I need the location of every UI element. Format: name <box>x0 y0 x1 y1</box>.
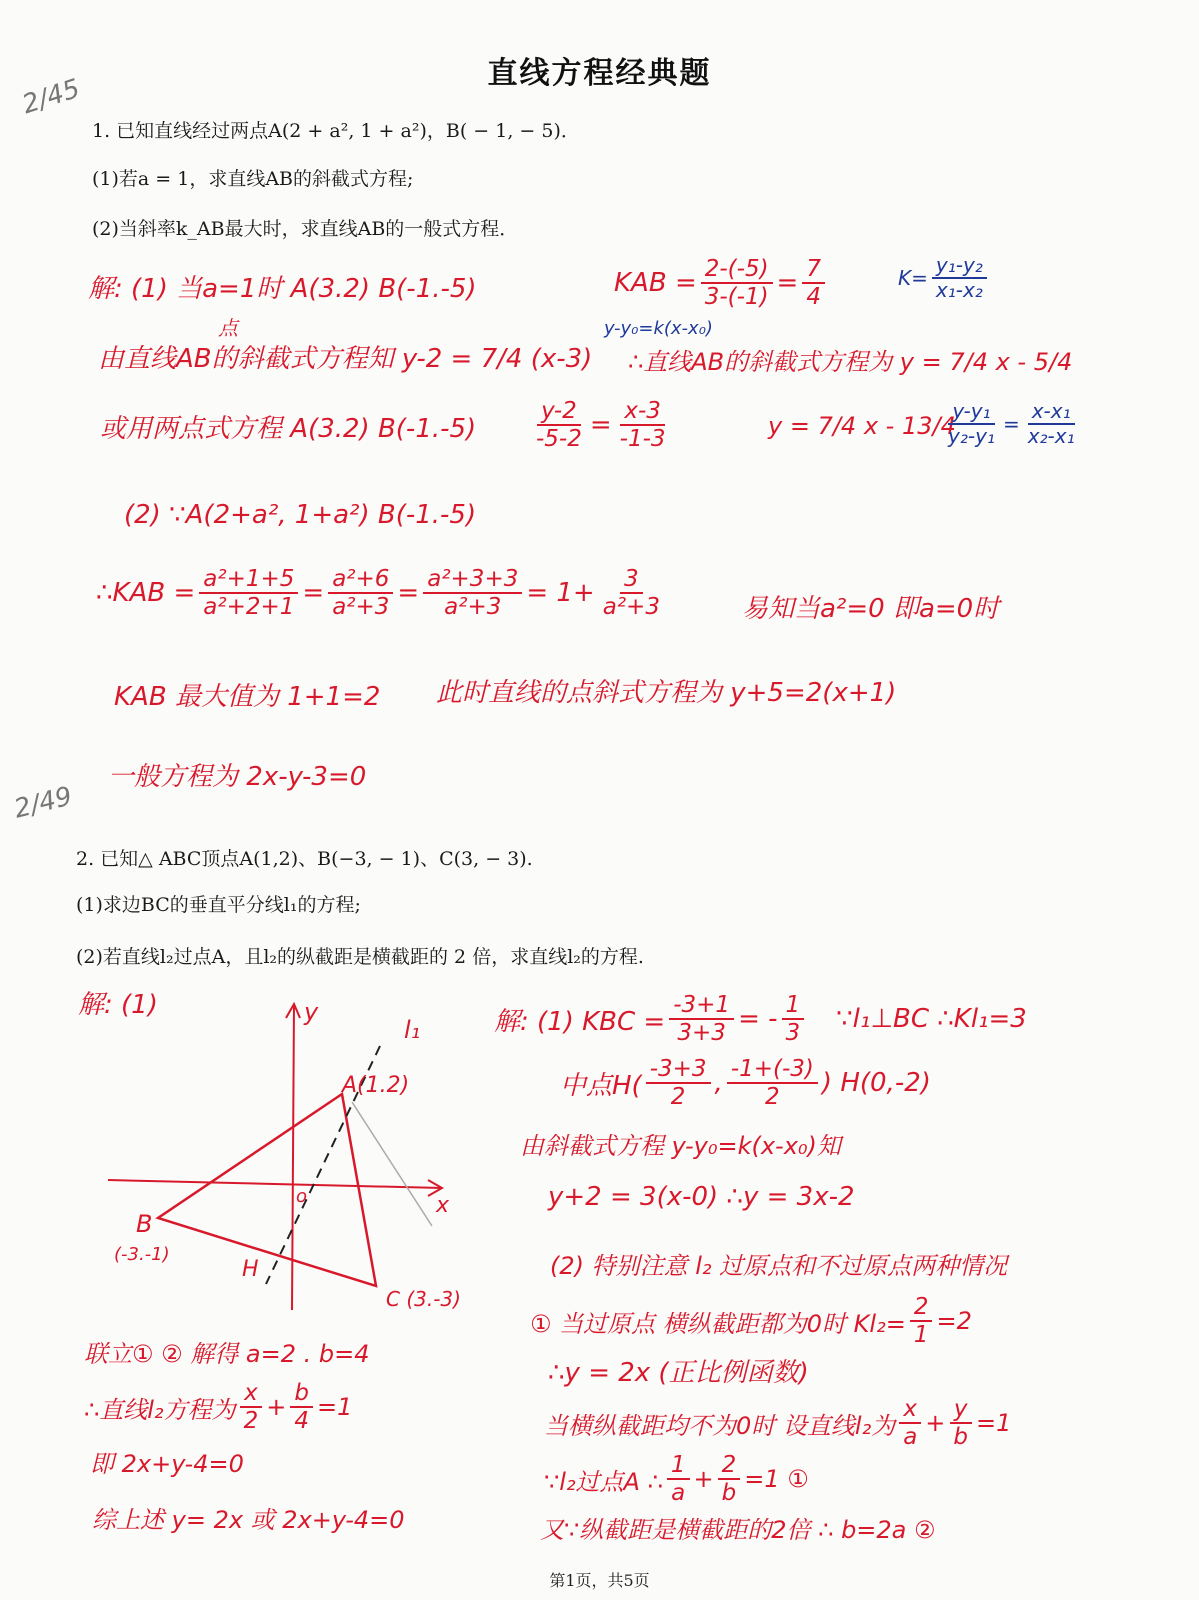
r2-f2-den: 2 <box>765 1084 780 1111</box>
q2-part2: (2)若直线l₂过点A，且l₂的纵截距是横截距的 2 倍，求直线l₂的方程. <box>76 946 644 968</box>
sol1-twopoint <box>528 398 674 453</box>
sol1-line2-right: ∴直线AB的斜截式方程为 y = 7/4 x - 5/4 <box>628 348 1073 376</box>
kab-num: 2-(-5) <box>701 256 773 284</box>
point-b-coord: (-3.-1) <box>114 1244 170 1265</box>
tp-f2-den: x₂-x₁ <box>1027 424 1075 448</box>
sol2-row6 <box>530 1294 972 1349</box>
sol1-line3-result: y = 7/4 x - 13/4 <box>768 412 956 440</box>
r8-f1-num: x <box>899 1396 921 1424</box>
sol1-line5-right: 易知当a²=0 即a=0时 <box>742 594 1000 624</box>
l3-frac2 <box>616 398 670 453</box>
r6-f-num: 2 <box>910 1294 933 1322</box>
lb2-f2-den: 4 <box>294 1408 309 1435</box>
sol2-row5: (2) 特别注意 l₂ 过原点和不过原点两种情况 <box>550 1252 1008 1280</box>
r2-f1-num: -3+3 <box>646 1056 711 1084</box>
l5-f3-num: a²+3+3 <box>423 566 522 594</box>
triangle-diagram <box>90 990 490 1320</box>
l5-eq3: = 1+ <box>526 578 595 609</box>
sol1-kab <box>614 256 829 311</box>
r8-frac1 <box>899 1396 921 1451</box>
tp-f2-num: x-x₁ <box>1028 400 1075 425</box>
y-axis <box>292 1004 294 1310</box>
point-c-label: C (3.-3) <box>386 1287 461 1311</box>
l5-f3-den: a²+3 <box>444 594 502 621</box>
r8-f2-den: b <box>953 1424 969 1451</box>
r8-start: 当横纵截距均不为0时 设直线l₂为 <box>544 1411 896 1440</box>
r6-end: =2 <box>936 1307 972 1336</box>
l5-label: ∴KAB = <box>96 578 196 609</box>
page-title: 直线方程经典题 <box>487 56 712 91</box>
l5-frac4 <box>599 566 664 621</box>
left-bottom-line2 <box>84 1380 352 1435</box>
sol1-line7: 一般方程为 2x-y-3=0 <box>108 762 367 792</box>
l5-eq2: = <box>397 578 420 609</box>
r1-frac2 <box>782 992 805 1047</box>
r9-frac1 <box>667 1452 690 1507</box>
r8-f1-den: a <box>903 1424 918 1451</box>
r6-start: ① 当过原点 横纵截距都为0时 Kl₂= <box>530 1309 906 1338</box>
sol1-line2: 由直线AB的斜截式方程知 y-2 = 7/4 (x-3) <box>98 344 593 374</box>
r2-start: 中点H( <box>560 1070 642 1101</box>
l3-f1-num: y-2 <box>537 398 581 426</box>
slope-formula <box>898 254 991 302</box>
sol2-row8 <box>544 1396 1011 1451</box>
sol2-row10: 又∵纵截距是横截距的2倍 ∴ b=2a ② <box>540 1516 936 1544</box>
r1-frac <box>669 992 734 1047</box>
sol1-line5 <box>96 566 668 621</box>
kab-fraction <box>701 256 773 311</box>
sol2-row3: 由斜截式方程 y-y₀=k(x-x₀)知 <box>520 1132 841 1160</box>
l5-f2-num: a²+6 <box>328 566 393 594</box>
y-axis-label: y <box>304 998 319 1026</box>
left-bottom-line3: 即 2x+y-4=0 <box>90 1450 244 1478</box>
lb2-f1-num: x <box>240 1380 262 1408</box>
r1-end: ∵l₁⊥BC ∴Kl₁=3 <box>836 1004 1027 1035</box>
sol2-row9 <box>544 1452 809 1507</box>
dian-note: 点 <box>218 316 238 340</box>
l1-label: l₁ <box>404 1016 421 1044</box>
kab-result <box>802 256 825 311</box>
lb2-plus: + <box>266 1393 287 1422</box>
r9-f2-den: b <box>721 1480 737 1507</box>
twopoint-formula <box>940 400 1083 448</box>
origin-label: o <box>296 1186 308 1207</box>
l5-frac1 <box>199 566 298 621</box>
left-bottom-line4: 综上述 y= 2x 或 2x+y-4=0 <box>92 1506 405 1534</box>
r2-comma: , <box>714 1068 723 1099</box>
point-b-label: B <box>136 1210 153 1238</box>
r6-f-den: 1 <box>913 1322 929 1349</box>
lb2-end: =1 <box>316 1393 353 1422</box>
r1-eq: = - <box>738 1004 778 1035</box>
point-a-label: A(1.2) <box>342 1073 410 1098</box>
sol2-row1 <box>494 992 1027 1047</box>
lb2-f2-num: b <box>290 1380 313 1408</box>
tp-eq: = <box>1002 412 1020 436</box>
r2-f1-den: 2 <box>670 1084 686 1111</box>
r9-f2-num: 2 <box>718 1452 741 1480</box>
x-axis <box>108 1180 442 1188</box>
q1-part1: (1)若a = 1，求直线AB的斜截式方程; <box>92 168 414 190</box>
r2-end: ) H(0,-2) <box>821 1068 931 1099</box>
slope-formula-num: y₁-y₂ <box>932 254 987 279</box>
tp-f1-den: y₂-y₁ <box>948 424 995 448</box>
lb2-start: ∴直线l₂方程为 <box>84 1395 236 1424</box>
page-footer: 第1页，共5页 <box>549 1571 650 1590</box>
q1-stem: 1. 已知直线经过两点A(2 + a², 1 + a²)，B( − 1, − 5)． <box>92 120 580 142</box>
tp-frac2 <box>1024 400 1079 448</box>
sol1-line3: 或用两点式方程 A(3.2) B(-1.-5) <box>100 414 477 444</box>
r9-end: =1 ① <box>744 1465 809 1494</box>
r9-f1-den: a <box>671 1480 686 1507</box>
x-axis-label: x <box>436 1193 450 1218</box>
sol1-line6: KAB 最大值为 1+1=2 <box>114 682 381 712</box>
l5-f1-num: a²+1+5 <box>199 566 298 594</box>
r9-start: ∵l₂过点A ∴ <box>544 1467 663 1496</box>
l5-f1-den: a²+2+1 <box>203 594 295 621</box>
r6-frac <box>910 1294 933 1349</box>
l3-frac1 <box>532 398 586 453</box>
r8-end: =1 <box>976 1409 1012 1438</box>
l3-f2-den: -1-3 <box>619 426 666 453</box>
slope-formula-label: K= <box>898 266 928 290</box>
sol2-row2 <box>560 1056 931 1111</box>
q2-stem: 2. 已知△ ABC顶点A(1,2)、B(−3, − 1)、C(3, − 3). <box>76 848 533 870</box>
sol1-line6-right: 此时直线的点斜式方程为 y+5=2(x+1) <box>436 678 897 708</box>
kab-res-num: 7 <box>802 256 825 284</box>
l5-f4-den: a²+3 <box>602 594 660 621</box>
l5-f4-num: 3 <box>620 566 643 594</box>
l5-eq1: = <box>302 578 325 609</box>
pointslope-note: y-y₀=k(x-x₀) <box>604 318 713 339</box>
kab-den: 3-(-1) <box>704 284 769 311</box>
r8-plus: + <box>925 1409 946 1438</box>
tp-f1-num: y-y₁ <box>948 400 994 425</box>
l5-frac2 <box>328 566 393 621</box>
q1-part2: (2)当斜率k_AB最大时，求直线AB的一般式方程． <box>92 218 519 240</box>
kab-label: KAB = <box>614 268 697 299</box>
sol2-row7: ∴y = 2x (正比例函数) <box>548 1358 809 1388</box>
lb2-frac2 <box>290 1380 313 1435</box>
r1-f2-num: 1 <box>782 992 805 1020</box>
r1-start: 解: (1) KBC = <box>494 1006 666 1037</box>
l3-eq: = <box>589 410 612 441</box>
slope-formula-den: x₁-x₂ <box>935 278 983 302</box>
r2-frac1 <box>646 1056 711 1111</box>
kab-res-den: 4 <box>806 284 821 311</box>
l3-f2-num: x-3 <box>620 398 665 426</box>
r2-frac2 <box>727 1056 818 1111</box>
left-bottom-line1: 联立① ② 解得 a=2 . b=4 <box>84 1340 370 1368</box>
margin-note-middle: 2/49 <box>11 781 76 825</box>
r1-f-num: -3+1 <box>669 992 734 1020</box>
sol2-row4: y+2 = 3(x-0) ∴y = 3x-2 <box>548 1182 855 1212</box>
r2-f2-num: -1+(-3) <box>727 1056 818 1084</box>
tp-frac1 <box>944 400 999 448</box>
l3-f1-den: -5-2 <box>536 426 582 453</box>
slope-formula-fraction <box>932 254 987 302</box>
l5-f2-den: a²+3 <box>332 594 390 621</box>
r9-frac2 <box>718 1452 741 1507</box>
r8-frac2 <box>949 1396 972 1451</box>
lb2-f1-den: 2 <box>243 1408 259 1435</box>
q2-part1: (1)求边BC的垂直平分线l₁的方程; <box>76 894 361 916</box>
r9-plus: + <box>693 1465 714 1494</box>
faint-line <box>352 1102 432 1226</box>
point-h-label: H <box>242 1257 259 1282</box>
diagram-jie: 解: (1) <box>78 990 158 1020</box>
r1-f2-den: 3 <box>785 1020 801 1047</box>
r9-f1-num: 1 <box>667 1452 690 1480</box>
kab-eq: = <box>776 268 799 299</box>
sol1-line4: (2) ∵A(2+a², 1+a²) B(-1.-5) <box>124 500 477 530</box>
sol1-line1: 解: (1) 当a=1时 A(3.2) B(-1.-5) <box>88 274 477 304</box>
r8-f2-num: y <box>950 1396 972 1424</box>
lb2-frac1 <box>240 1380 263 1435</box>
r1-f-den: 3+3 <box>677 1020 726 1047</box>
margin-note-top: 2/45 <box>18 73 84 121</box>
l5-frac3 <box>423 566 522 621</box>
